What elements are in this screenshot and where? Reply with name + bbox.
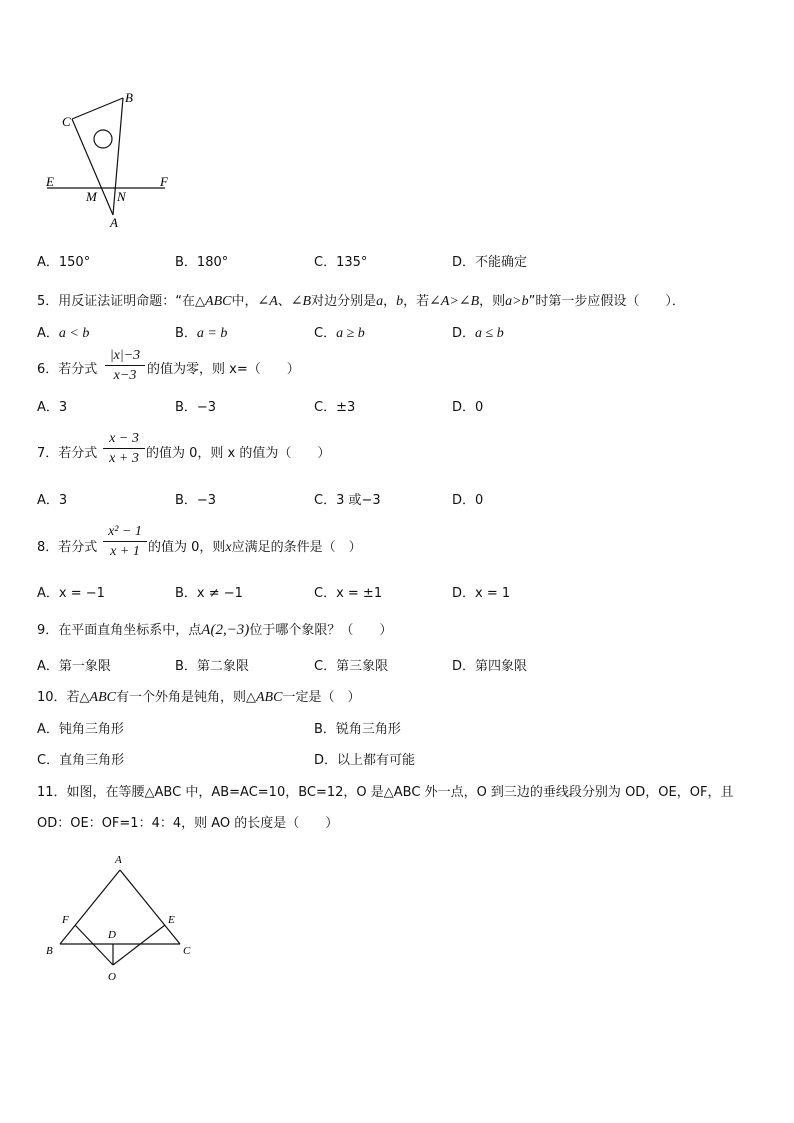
- label-N: N: [117, 189, 126, 204]
- q9-stem: 9．在平面直角坐标系中，点A(2,−3)位于哪个象限？（ ）: [37, 622, 393, 638]
- q9-option-d: D．第四象限: [452, 659, 528, 674]
- q5-option-a: A．a < b: [37, 326, 90, 341]
- q4-option-b: B．180°: [175, 255, 229, 270]
- q10-option-c: C．直角三角形: [37, 753, 125, 768]
- label-C: C: [183, 945, 191, 957]
- q6-option-b: B．−3: [175, 400, 217, 415]
- q7-denominator: x + 3: [109, 451, 139, 466]
- q11-stem-line1: 11．如图，在等腰△ABC 中，AB=AC=10，BC=12，O 是△ABC 外一点，O 到三边的垂线段分别为 OD，OE，OF，且: [37, 785, 734, 800]
- q6-option-c: C．±3: [314, 400, 356, 415]
- q7-option-b: B．−3: [175, 493, 217, 508]
- q10-option-d: D．以上都有可能: [314, 753, 416, 768]
- q5-option-b: B．a = b: [175, 326, 228, 341]
- q5-stem: 5．用反证法证明命题：“在△ABC中，∠A、∠B对边分别是a，b，若∠A>∠B，则a>b”时第一步应假设（ ）．: [37, 294, 685, 309]
- label-O: O: [108, 971, 116, 983]
- label-B: B: [46, 945, 53, 957]
- q10-option-b: B．锐角三角形: [314, 722, 401, 737]
- label-E: E: [46, 174, 54, 189]
- label-A: A: [115, 854, 122, 866]
- q5-option-d: D．a ≤ b: [452, 326, 504, 341]
- q6-option-a: A．3: [37, 400, 68, 415]
- q7-option-a: A．3: [37, 493, 68, 508]
- q8-option-d: D．x = 1: [452, 586, 511, 601]
- label-B: B: [125, 90, 133, 105]
- q8-stem-start: 8．若分式: [37, 540, 98, 555]
- q7-fraction: [103, 431, 145, 467]
- q10-option-a: A．钝角三角形: [37, 722, 124, 737]
- q6-stem-start: 6．若分式: [37, 362, 98, 377]
- q6-stem-end: 的值为零，则 x=（ ）: [147, 362, 300, 377]
- q9-option-c: C．第三象限: [314, 659, 389, 674]
- q9-option-b: B．第二象限: [175, 659, 249, 674]
- q8-option-c: C．x = ±1: [314, 586, 383, 601]
- figure-triangle-lines: [40, 88, 190, 233]
- q7-option-d: D．0: [452, 493, 484, 508]
- q11-stem-line2: OD：OE：OF=1：4：4，则 AO 的长度是（ ）: [37, 816, 339, 831]
- q6-denominator: x−3: [113, 368, 137, 383]
- q7-stem-start: 7．若分式: [37, 446, 98, 461]
- q7-option-c: C．3 或−3: [314, 493, 381, 508]
- label-D: D: [108, 929, 116, 941]
- q8-fraction: [103, 524, 147, 560]
- q7-numerator: x − 3: [103, 431, 145, 449]
- q8-numerator: x² − 1: [103, 524, 147, 542]
- q8-stem-end: 的值为 0，则x应满足的条件是（ ）: [148, 540, 362, 555]
- q4-option-a: A．150°: [37, 255, 91, 270]
- label-E: E: [168, 914, 175, 926]
- label-F: F: [62, 914, 69, 926]
- figure-isosceles-triangle: [40, 848, 200, 988]
- q8-option-a: A．x = −1: [37, 586, 105, 601]
- q6-option-d: D．0: [452, 400, 484, 415]
- q6-numerator: |x|−3: [105, 348, 145, 366]
- q6-fraction: [105, 348, 145, 384]
- q8-option-b: B．x ≠ −1: [175, 586, 243, 601]
- q5-option-c: C．a ≥ b: [314, 326, 365, 341]
- label-C: C: [62, 114, 71, 129]
- q4-option-d: D．不能确定: [452, 255, 528, 270]
- q8-denominator: x + 1: [110, 544, 140, 559]
- q10-stem: 10．若△ABC有一个外角是钝角，则△ABC一定是（ ）: [37, 690, 361, 705]
- q7-stem-end: 的值为 0，则 x 的值为（ ）: [146, 446, 331, 461]
- q4-option-c: C．135°: [314, 255, 368, 270]
- label-F: F: [160, 174, 168, 189]
- label-M: M: [86, 189, 97, 204]
- q9-option-a: A．第一象限: [37, 659, 111, 674]
- label-A: A: [110, 215, 118, 230]
